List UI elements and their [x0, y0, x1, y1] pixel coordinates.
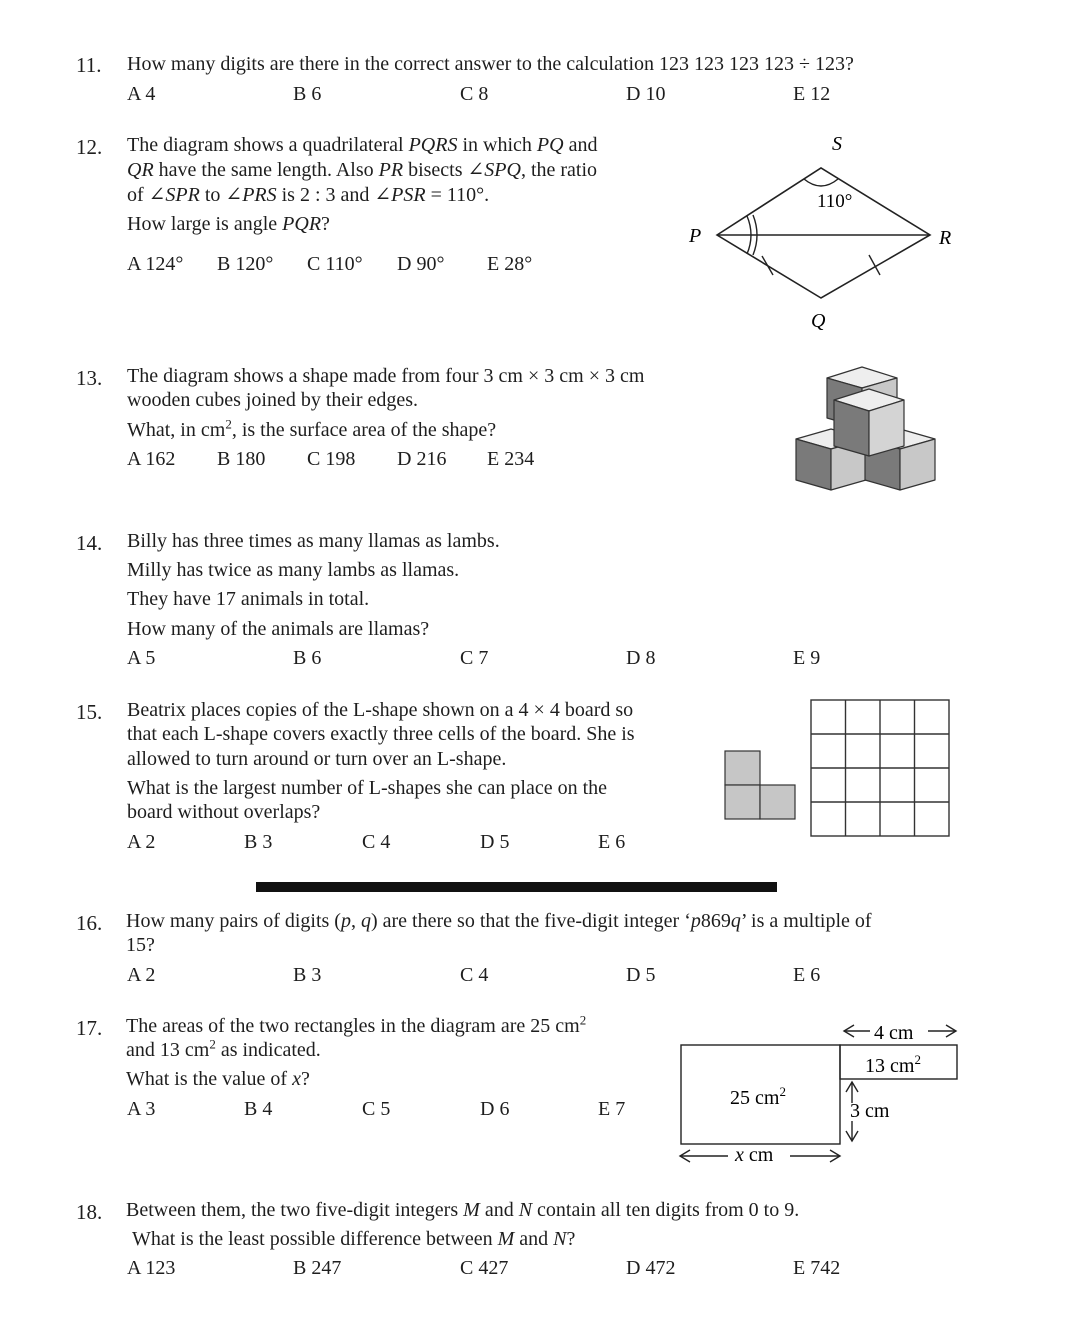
vertex-p-label: P: [689, 225, 702, 247]
option-c: C 5: [362, 1098, 391, 1120]
option-a: A 2: [127, 964, 156, 986]
option-e: E 6: [598, 831, 626, 853]
option-c: C 110°: [307, 253, 363, 275]
option-b: B 120°: [217, 253, 274, 275]
option-e: E 7: [598, 1098, 626, 1120]
vertex-r-label: R: [939, 227, 952, 249]
question-text-line: The diagram shows a quadrilateral PQRS in which PQ and: [127, 134, 598, 156]
question-number: 12.: [76, 135, 103, 159]
side-dimension-label: 3 cm: [850, 1100, 890, 1122]
option-b: B 3: [293, 964, 322, 986]
quadrilateral-pqrs-diagram: [680, 125, 970, 340]
question-text-line: Beatrix places copies of the L-shape shown on a 4 × 4 board so: [127, 699, 634, 721]
vertex-q-label: Q: [811, 310, 826, 332]
question-text: How many digits are there in the correct answer to the calculation 123 123 123 123 ÷ 123?: [127, 53, 854, 75]
l-shape-cell: [725, 751, 760, 785]
question-text-line: What is the value of x?: [126, 1068, 310, 1090]
l-shape-cell: [725, 785, 760, 819]
question-number: 16.: [76, 911, 103, 935]
question-number: 15.: [76, 700, 103, 724]
option-d: D 10: [626, 83, 666, 105]
large-area-label: 25 $cm^2$: [730, 1084, 786, 1109]
option-d: D 8: [626, 647, 656, 669]
l-shape-cell: [760, 785, 795, 819]
option-a: A 3: [127, 1098, 156, 1120]
bottom-dimension-label: x cm: [735, 1144, 774, 1166]
question-number: 17.: [76, 1016, 103, 1040]
question-text-line: They have 17 animals in total.: [127, 588, 370, 610]
option-b: B 3: [244, 831, 273, 853]
question-text-line: What, in $cm^2$, is the surface area of the shape?: [127, 416, 497, 441]
option-c: C 7: [460, 647, 489, 669]
question-text-line: board without overlaps?: [127, 801, 321, 823]
question-text-line: The diagram shows a shape made from four 3 cm × 3 cm × 3 cm: [127, 365, 645, 387]
question-text-line: How large is angle PQR?: [127, 213, 330, 235]
question-number: 18.: [76, 1200, 103, 1224]
option-a: A 123: [127, 1257, 176, 1279]
option-c: C 8: [460, 83, 489, 105]
question-number: 11.: [76, 53, 102, 77]
question-number: 13.: [76, 366, 103, 390]
question-text-line: How many of the animals are llamas?: [127, 618, 430, 640]
question-text-line: Milly has twice as many lambs as llamas.: [127, 559, 460, 581]
question-text-line: of ∠SPR to ∠PRS is 2 : 3 and ∠PSR = 110°.: [127, 184, 490, 206]
option-e: E 9: [793, 647, 821, 669]
two-rectangles-diagram: [670, 1015, 970, 1175]
option-d: D 5: [480, 831, 510, 853]
four-by-four-board: [811, 700, 949, 836]
question-text-line: that each L-shape covers exactly three cells of the board. She is: [127, 723, 635, 745]
cubes-diagram: [790, 360, 940, 495]
option-b: B 6: [293, 647, 322, 669]
option-d: D 5: [626, 964, 656, 986]
option-a: A 5: [127, 647, 156, 669]
option-a: A 2: [127, 831, 156, 853]
option-d: D 90°: [397, 253, 445, 275]
option-e: E 234: [487, 448, 535, 470]
option-b: B 247: [293, 1257, 342, 1279]
question-text-line: What is the largest number of L-shapes she can place on the: [127, 777, 608, 799]
angle-label: 110°: [817, 191, 853, 212]
option-a: A 162: [127, 448, 176, 470]
option-b: B 180: [217, 448, 266, 470]
section-divider: [256, 882, 777, 892]
option-d: D 216: [397, 448, 447, 470]
option-e: E 12: [793, 83, 831, 105]
small-area-label: 13 $cm^2$: [865, 1052, 921, 1077]
option-e: E 742: [793, 1257, 841, 1279]
question-text-line: The areas of the two rectangles in the diagram are 25 $cm^2$: [126, 1012, 587, 1037]
option-c: C 198: [307, 448, 356, 470]
option-c: C 427: [460, 1257, 509, 1279]
option-c: C 4: [362, 831, 391, 853]
question-text-line: allowed to turn around or turn over an L-shape.: [127, 748, 507, 770]
top-dimension-label: 4 cm: [874, 1022, 914, 1044]
question-text-line: QR have the same length. Also PR bisects ∠SPQ, the ratio: [127, 159, 598, 181]
question-text-line: 15?: [126, 934, 155, 956]
question-text-line: How many pairs of digits (p, q) are there so that the five-digit integer ‘p869q’ is a multiple of: [126, 910, 872, 932]
question-number: 14.: [76, 531, 103, 555]
option-a: A 4: [127, 83, 156, 105]
option-b: B 6: [293, 83, 322, 105]
question-text-line: Between them, the two five-digit integers M and N contain all ten digits from 0 to 9.: [126, 1199, 800, 1221]
question-text-line: wooden cubes joined by their edges.: [127, 389, 419, 411]
question-text-line: What is the least possible difference between M and N?: [132, 1228, 576, 1250]
l-shape-and-board-diagram: [720, 695, 960, 840]
option-e: E 28°: [487, 253, 533, 275]
option-d: D 6: [480, 1098, 510, 1120]
option-d: D 472: [626, 1257, 676, 1279]
option-a: A 124°: [127, 253, 184, 275]
question-text-line: and 13 $cm^2$ as indicated.: [126, 1036, 321, 1061]
question-text-line: Billy has three times as many llamas as lambs.: [127, 530, 500, 552]
vertex-s-label: S: [832, 133, 842, 155]
option-b: B 4: [244, 1098, 273, 1120]
option-e: E 6: [793, 964, 821, 986]
option-c: C 4: [460, 964, 489, 986]
